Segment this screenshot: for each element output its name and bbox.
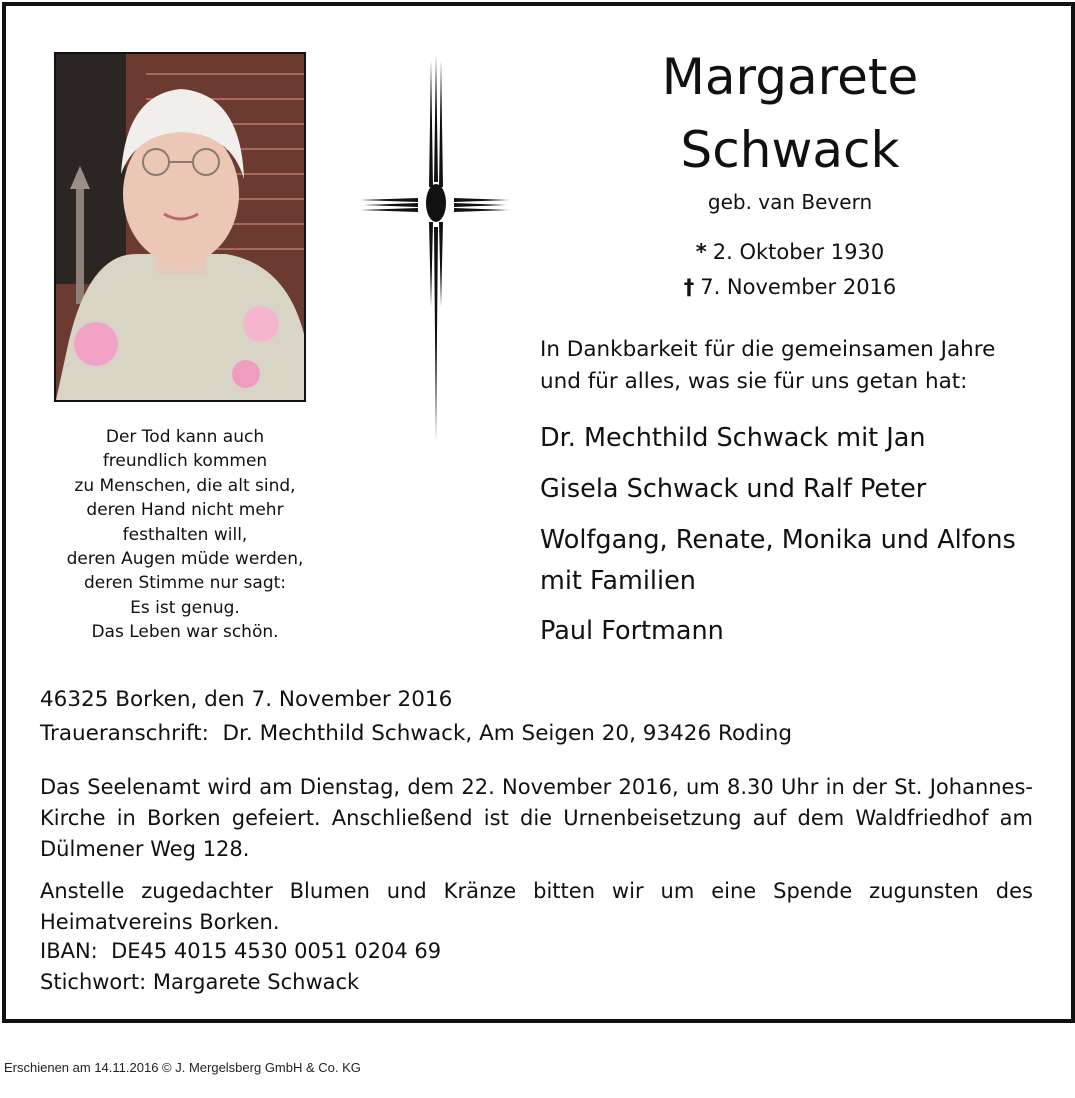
family-line: mit Familien <box>540 566 696 596</box>
family-member: Paul Fortmann <box>540 616 724 646</box>
donation-keyword: Stichwort: Margarete Schwack <box>40 970 360 994</box>
location-date: 46325 Borken, den 7. November 2016 <box>40 687 453 712</box>
iban: IBAN: DE45 4015 4530 0051 0204 69 <box>40 939 442 963</box>
donation-request: Anstelle zugedachter Blumen und Kränze bitten wir um eine Spende zugunsten des Heimatvereins Borken. <box>40 879 1033 934</box>
death-date <box>560 275 1020 299</box>
thanks-text <box>540 334 995 398</box>
poem-line: deren Augen müde werden, <box>66 549 304 570</box>
place-and-address <box>40 683 792 751</box>
poem <box>40 425 330 645</box>
family-member: Gisela Schwack und Ralf Peter <box>540 474 927 504</box>
family-member <box>540 520 1016 602</box>
birth-date-text: 2. Oktober 1930 <box>712 240 885 264</box>
poem-line: deren Hand nicht mehr <box>86 500 284 521</box>
poem-line: zu Menschen, die alt sind, <box>74 475 296 496</box>
birth-symbol: * <box>695 240 707 264</box>
death-date-text: 7. November 2016 <box>700 275 897 299</box>
poem-line: Es ist genug. <box>130 597 240 618</box>
mourning-address: Traueranschrift: Dr. Mechthild Schwack, Am Seigen 20, 93426 Roding <box>40 721 793 746</box>
cross-icon <box>356 52 516 444</box>
deceased-first-name: Margarete <box>661 48 919 106</box>
birth-date <box>560 240 1020 264</box>
donation-details <box>40 936 1033 998</box>
death-symbol: † <box>683 275 695 299</box>
poem-line: Der Tod kann auch <box>105 427 265 447</box>
family-member: Dr. Mechthild Schwack mit Jan <box>540 423 926 453</box>
thanks-line: und für alles, was sie für uns getan hat: <box>540 369 968 394</box>
deceased-last-name: Schwack <box>680 121 900 179</box>
service-notice: Das Seelenamt wird am Dienstag, dem 22. November 2016, um 8.30 Uhr in der St. Johannes-Kirche in Borken gefeiert. Anschließend ist die Urnenbeisetzung auf dem Waldfriedhof am Dülmener Weg 128. <box>40 775 1033 861</box>
thanks-line: In Dankbarkeit für die gemeinsamen Jahre <box>540 337 996 362</box>
poem-line: Das Leben war schön. <box>91 622 279 643</box>
portrait-photo <box>54 52 306 402</box>
family-line: Wolfgang, Renate, Monika und Alfons <box>540 525 1016 555</box>
birth-name: geb. van Bevern <box>707 190 873 214</box>
poem-line: festhalten will, <box>122 524 248 545</box>
poem-line: deren Stimme nur sagt: <box>83 573 287 594</box>
poem-line: freundlich kommen <box>102 451 268 472</box>
publication-footer: Erschienen am 14.11.2016 © J. Mergelsberg GmbH & Co. KG <box>4 1060 361 1075</box>
